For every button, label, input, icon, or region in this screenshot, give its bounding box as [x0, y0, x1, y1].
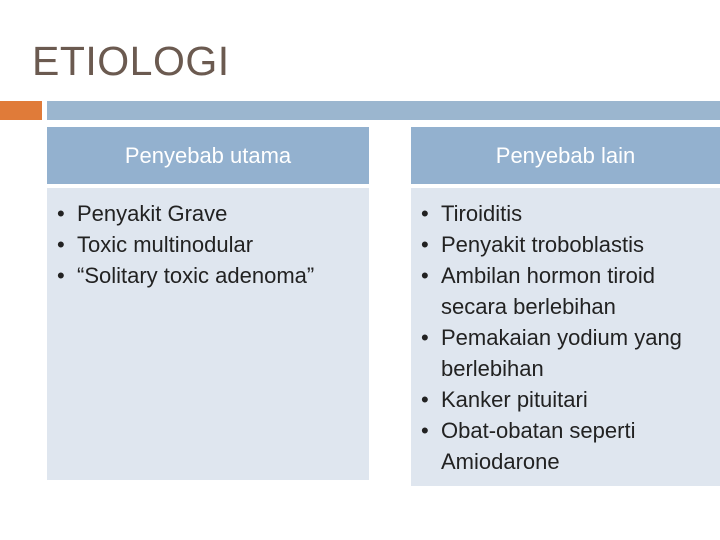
list-item: • Toxic multinodular [57, 229, 359, 260]
list-item: • “Solitary toxic adenoma” [57, 260, 359, 291]
other-causes-list [421, 198, 710, 477]
accent-bar-blue [47, 101, 720, 120]
list-item: • Ambilan hormon tiroid secara berlebihan [421, 260, 710, 322]
column-body-main [47, 188, 369, 480]
list-item: • Tiroiditis [421, 198, 710, 229]
main-causes-list [57, 198, 359, 291]
list-item: • Penyakit troboblastis [421, 229, 710, 260]
column-header-other: Penyebab lain [411, 127, 720, 184]
list-item: • Penyakit Grave [57, 198, 359, 229]
slide-title: ETIOLOGI [32, 38, 230, 84]
list-item: • Kanker pituitari [421, 384, 710, 415]
column-other-causes [411, 127, 720, 486]
accent-bar-orange [0, 101, 42, 120]
column-header-main: Penyebab utama [47, 127, 369, 184]
list-item: • Obat-obatan seperti Amiodarone [421, 415, 710, 477]
list-item: • Pemakaian yodium yang berlebihan [421, 322, 710, 384]
column-body-other [411, 188, 720, 486]
column-main-causes [47, 127, 369, 480]
